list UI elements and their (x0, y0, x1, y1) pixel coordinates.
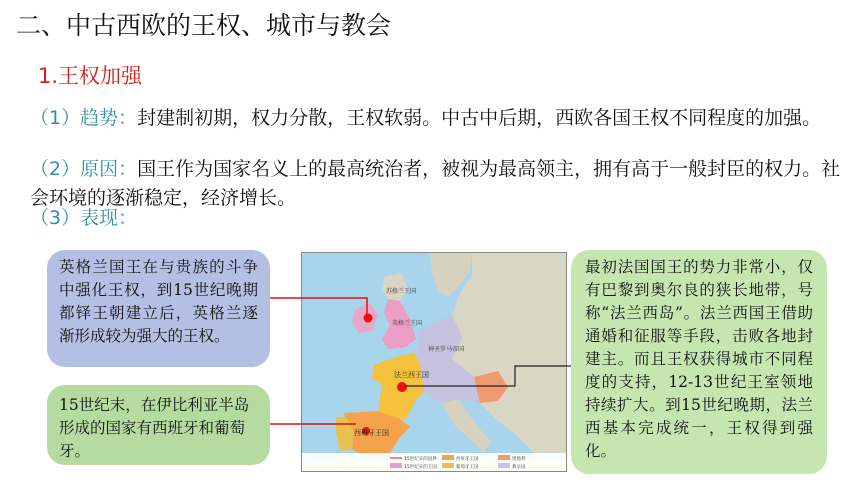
spain-callout: 15世纪末，在伊比利亚半岛形成的国家有西班牙和葡萄牙。 (47, 385, 270, 465)
england-connector (270, 298, 367, 316)
france-connector (405, 366, 571, 386)
legend-label-spain: 西班牙王国 (456, 457, 479, 462)
england-callout: 英格兰国王在与贵族的斗争中强化王权，到15世纪晚期都铎王朝建立后，英格兰逐渐形成较为强大的王权。 (47, 250, 270, 367)
point-trend-text: 封建制初期，权力分散，王权软弱。中古中后期，西欧各国王权不同程度的加强。 (137, 107, 822, 129)
legend-label-portugal: 葡萄牙王国 (456, 465, 479, 470)
legend-label-border: 15世纪末的国界 (404, 457, 437, 462)
france-callout: 最初法国国王的势力非常小，仅有巴黎到奥尔良的狭长地带，号称“法兰西岛”。法兰西国王借助通婚和征服等手段，击败各地封建主。而且王权获得城市不同程度的支持，12-13世纪王室领地持续扩大。到15世纪晚期，法兰西基本完成统一，王权得到强化。 (571, 250, 827, 474)
map-label-hre: 神圣罗马帝国 (428, 346, 465, 353)
point-cause-label: （2）原因： (30, 158, 138, 180)
page-title: 二、中古西欧的王权、城市与教会 (16, 11, 392, 40)
legend-label-austria: 奥地利 (512, 457, 526, 462)
map-label-england: 英格兰王国 (392, 320, 423, 327)
section-title: 1.王权加强 (38, 64, 143, 88)
point-manifestation-label: （3）表现： (30, 207, 138, 229)
legend-label-kingdom: 15世纪末的王国 (404, 465, 437, 470)
map-label-france: 法兰西王国 (394, 371, 429, 379)
map-label-scotland: 苏格兰王国 (386, 288, 417, 295)
map-label-spain: 西班牙王国 (354, 429, 389, 437)
point-trend-label: （1）趋势： (30, 107, 138, 129)
point-cause-text: 国王作为国家名义上的最高统治者，被视为最高领主，拥有高于一般封臣的权力。社会环境的逐渐稳定，经济增长。 (30, 158, 841, 209)
legend-label-papal: 教皇国 (512, 465, 526, 470)
